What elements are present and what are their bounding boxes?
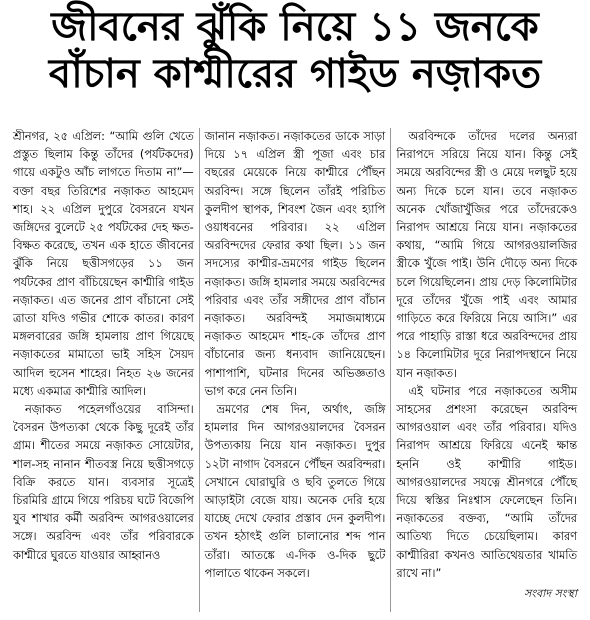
article-paragraph: জানান নজ়াকত। নজ়াকতের ডাকে সাড়া দিয়ে ১৭ এপ্রিল স্ত্রী পূজা এবং চার বছরের মেয়েকে নিয়ে কাশ্মীরে পৌঁছন অরবিন্দ। সঙ্গে ছিলেন তাঁরই পরিচিত কুলদীপ স্থাপক, শিবংশ জৈন এবং হ্যাপি ওয়াধবনের পরিবার। ২২ এপ্রিল অরবিন্দদের ফেরার কথা ছিল। ১১ জন সদস্যের কাশ্মীর-ভ্রমণের গাইড ছিলেন নজ়াকত। জঙ্গি হামলার সময়ে অরবিন্দের পরিবার এবং তাঁর সঙ্গীদের প্রাণ বাঁচান নজ়াকত। অরবিন্দই সমাজমাধ্যমে নজ়াকত আহমেদ শাহ-কে তাঁদের প্রাণ বাঁচানোর জন্য ধন্যবাদ জানিয়েছেন। পাশাপাশি, ঘটনার দিনের অভিজ্ঞতাও ভাগ করে নেন তিনি। — [204, 130, 386, 398]
article-paragraph: নজ়াকত পহেলগাঁওয়ের বাসিন্দা। বৈসরন উপত্যকা থেকে কিছু দূরেই তাঁর গ্রাম। শীতের সময়ে নজ়াকত সোয়েটার, শাল-সহ নানান শীতবস্ত্র নিয়ে ছত্তীসগড়ে বিক্রি করতে যান। ব্যবসার সূত্রেই চিরমিরি গ্রামে গিয়ে পরিচয় ঘটে বিজেপি যুব শাখার কর্মী অরবিন্দ আগরওয়ালের সঙ্গে। অরবিন্দ এবং তাঁর পরিবারকে কাশ্মীরে ঘুরতে যাওয়ার আহ্বানও — [13, 403, 194, 562]
article-body — [8, 128, 582, 612]
dateline: শ্রীনগর, ২৫ এপ্রিল: — [13, 130, 105, 143]
article-paragraph: ভ্রমণের শেষ দিন, অর্থাৎ, জঙ্গি হামলার দিন আগরওয়ালদের বৈসরন উপত্যকায় নিয়ে যান নজ়াকত। দুপুর ১২টা নাগাদ বৈসরনে পৌঁছন অরবিন্দরা। সেখানে ঘোরাঘুরি ও ছবি তুলতে গিয়ে আড়াইটা বেজে যায়। অনেক দেরি হয়ে যাচ্ছে দেখে ফেরার প্রস্তাব দেন কুলদীপ। তখন হঠাৎই গুলি চালানোর শব্দ পান তাঁরা। আতঙ্কে এ-দিক ও-দিক ছুটে পালাতে থাকেন সকলে। — [204, 403, 386, 580]
article-column-1 — [8, 128, 199, 612]
article-column-3 — [390, 128, 582, 612]
article-paragraph — [13, 128, 194, 401]
headline-line-2: বাঁচান কাশ্মীরের গাইড নজ়াকত — [48, 51, 542, 98]
headline — [8, 4, 582, 98]
headline-line-1: জীবনের ঝুঁকি নিয়ে ১১ জনকে — [51, 4, 539, 50]
article-paragraph: এই ঘটনার পরে নজ়াকতের অসীম সাহসের প্রশংসা করেছেন অরবিন্দ আগরওয়াল এবং তাঁর পরিবার। যদিও নিরাপদ আশ্রয়ে ফিরিয়ে এনেই ক্ষান্ত হননি ওই কাশ্মীরি গাইড। আগরওয়ালদের সযত্নে শ্রীনগরে পৌঁছে দিয়ে স্বস্তির নিঃশ্বাস ফেলেছেন তিনি। নজ়াকতের বক্তব্য, “আমি তাঁদের আতিথ্য দিতে চেয়েছিলাম। কারণ কাশ্মীরিরা কখনও আতিথেয়তার খামতি রাখে না।” — [396, 384, 578, 580]
article-paragraph: অরবিন্দকে তাঁদের দলের অন্যরা নিরাপদে সরিয়ে নিয়ে যান। কিন্তু সেই সময়ে অরবিন্দের স্ত্রী ও মেয়ে দলছুট হয়ে অন্য দিকে চলে যান। তবে নজ়াকত অনেক খোঁজাখুঁজির পরে তাঁদেরকেও নিরাপদ আশ্রয়ে নিয়ে যান। নজ়াকতের কথায়, “আমি গিয়ে আগরওয়ালজির স্ত্রীকে খুঁজে পাই। উনি দৌড়ে অন্য দিকে চলে গিয়েছিলেন। প্রায় দেড় কিলোমিটার দূরে তাঁদের খুঁজে পাই এবং আমার গাড়িতে করে ফিরিয়ে নিয়ে আসি।” এর পরে পাহাড়ি রাস্তা ধরে অরবিন্দদের প্রায় ১৪ কিলোমিটার দূরে নিরাপদস্থানে নিয়ে যান নজ়াকত। — [396, 130, 578, 380]
article-column-2 — [199, 128, 391, 612]
paragraph-text: “আমি গুলি খেতে প্রস্তুত ছিলাম কিন্তু তাঁদের (পর্যটকদের) গায়ে একটুও আঁচ লাগতে দিতাম না”— বক্তা বছর তিরিশের নজ়াকত আহমেদ শাহ। ২২ এপ্রিল দুপুরে বৈসরনে যখন জঙ্গিদের বুলেটে ২৫ পর্যটকের দেহ ক্ষত-বিক্ষত করেছে, তখন এক হাতে জীবনের ঝুঁকি নিয়ে ছত্তীসগড়ের ১১ জন পর্যটকের প্রাণ বাঁচিয়েছেন কাশ্মীরি গাইড নজ়াকত। এত জনের প্রাণ বাঁচানো সেই ত্রাতা যদিও গভীর শোকে কাতর। কারণ মঙ্গলবারের জঙ্গি হামলায় প্রাণ গিয়েছে নজ়াকতের মামাতো ভাই সহিস সৈয়দ আদিল হুসেন শাহের। নিহত ২৬ জনের মধ্যে একমাত্র কাশ্মীরি আদিল। — [13, 130, 194, 398]
source-credit: সংবাদ সংস্থা — [523, 587, 578, 601]
